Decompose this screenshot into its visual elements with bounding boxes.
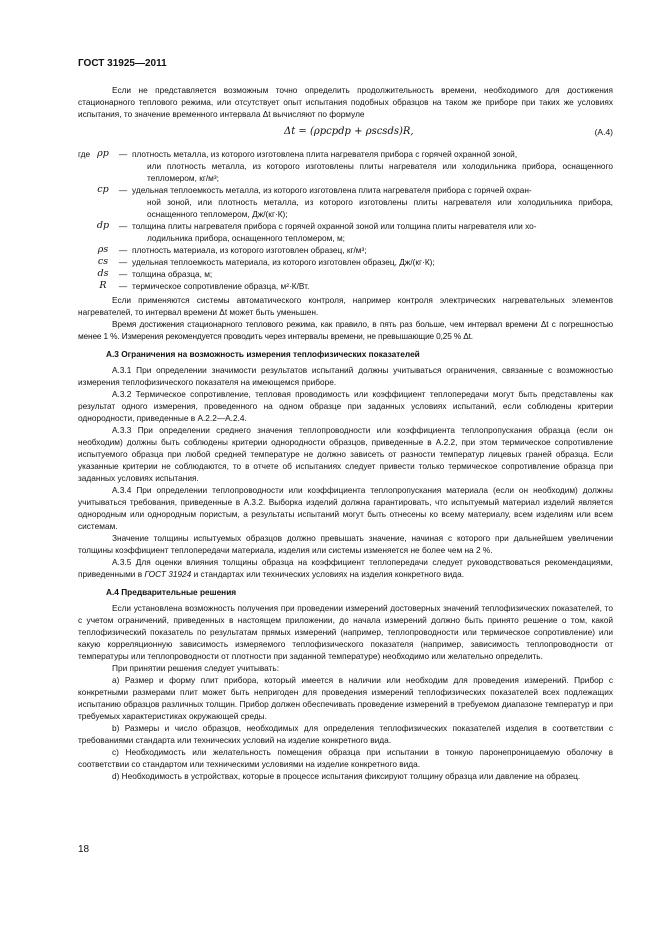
clause-a3-2: А.3.2 Термическое сопротивление, тепловая проводимость или коэффициент теплопередачи могут быть представлены как результат одного измерения, проведенного на одном образце при заданных условиях испытаний, если соблюдены критерии однородности, приведенные в А.2.2—А.2.4.: [78, 389, 613, 423]
section-heading-a3: А.3 Ограничения на возможность измерения теплофизических показателей: [106, 349, 420, 359]
definition-text: термическое сопротивление образца, м²·К/Вт.: [132, 281, 310, 291]
standard-reference: ГОСТ 31924: [144, 569, 192, 579]
definition-text: [132, 220, 613, 244]
definition-item: [78, 268, 613, 280]
definition-item: [78, 220, 613, 244]
definition-dash: —: [118, 149, 128, 159]
clause-a4-item-b: b) Размеры и число образцов, необходимых для определения теплофизических показателей изделия в соответствии с требованиями стандарта или технических условий на изделие конкретного вида.: [78, 723, 613, 745]
definition-dash: —: [118, 257, 128, 267]
paragraph-auto-control: Если применяются системы автоматического контроля, например контроля электрических нагревательных элементов нагревателей, то интервал времени Δt может быть уменьшен.: [78, 295, 613, 317]
definition-continuation: лодильника прибора, оснащенного тепломером, м;: [147, 233, 345, 243]
clause-a4-item-c: c) Необходимость или желательность помещения образца при испытании в тонкую паронепроницаемую оболочку в соответствии со стандартом или техническими условиями на изделие конкретного вида.: [78, 747, 613, 769]
definition-item: [78, 184, 613, 220]
definition-item: [78, 244, 613, 256]
definition-symbol: ρp: [97, 148, 109, 159]
formula-number: (А.4): [594, 127, 613, 137]
document-header: ГОСТ 31925—2011: [78, 58, 167, 69]
clause-a3-5-text: А.3.5 Для оценки влияния толщины образца на коэффициент теплопередачи следует руководствоваться рекомендациями, приведенными в: [78, 557, 613, 579]
definition-dash: —: [118, 269, 128, 279]
formula-expression: Δt = (ρpcpdp + ρscsds)R,: [284, 126, 414, 137]
definition-dash: —: [118, 245, 128, 255]
definition-symbol: ρs: [97, 244, 109, 255]
definition-item: [78, 280, 613, 292]
clause-a3-4: А.3.4 При определении теплопроводности или коэффициента теплопропускания материала (если он необходим) должны учитываться требования, приведенные в А.3.2. Выборка изделий должна гарантировать, что испытуемый материал изделий является однородным или однородным пористым, а результаты испытаний могут быть отнесены ко всему материалу, всем изделиям или всем системам.: [78, 485, 613, 531]
clause-a3-4-thickness: Значение толщины испытуемых образцов должно превышать значение, начиная с которого при дальнейшем увеличении толщины коэффициент теплопередачи материала, изделия или системы изменяется не более чем на 2 %.: [78, 533, 613, 555]
definition-item: [78, 148, 613, 184]
definition-dash: —: [118, 221, 128, 231]
page-number: 18: [78, 844, 90, 855]
definition-text: плотность материала, из которого изготовлен образец, кг/м³;: [132, 245, 367, 255]
definition-symbol: ds: [97, 268, 109, 279]
definitions-list: [78, 148, 613, 292]
clause-a4-item-a: a) Размер и форму плит прибора, который имеется в наличии или необходим для проведения измерений. Прибор с конкретными размерами плит может быть непригоден для проведения измерений теплофизических показателей всех подлежащих испытанию образцов различных толщин. Прибор должен обеспечивать проведение измерений в требуемом диапазоне температур и при требуемых характеристиках окружающей среды.: [78, 675, 613, 721]
definition-item: [78, 256, 613, 268]
clause-a3-1: А.3.1 При определении значимости результатов испытаний должны учитываться ограничения, связанные с возможностью измерения теплофизического показателя на имеющемся приборе.: [78, 365, 613, 387]
definition-text: [132, 148, 613, 184]
section-heading-a4: А.4 Предварительные решения: [106, 587, 237, 597]
formula-a4: [78, 126, 613, 138]
clause-a3-3: А.3.3 При определении среднего значения теплопроводности или коэффициента теплопропускания образца (если он необходим) должны быть соблюдены критерии однородности образцов, приведенные в А.2.2, при этом термическое сопротивление испытуемого образца при любой средней температуре не должно зависеть от разности температур лицевых граней образца. Если указанные критерии не соблюдаются, то в отчете об испытаниях следует привести только термическое сопротивление образца при заданных условиях испытания.: [78, 425, 613, 483]
clause-a3-5-text-end: и стандартах или технических условиях на изделия конкретного вида.: [191, 569, 464, 579]
definition-continuation: ной зоной, или плотность металла, из которого изготовлены плиты нагревателя или холодильника прибора, оснащенного тепломером, Дж/(кг·К);: [147, 197, 613, 219]
definition-symbol: dp: [96, 220, 110, 231]
where-label: где: [78, 149, 91, 159]
definition-symbol: cp: [97, 184, 109, 195]
definition-line: удельная теплоемкость металла, из которого изготовлена плита нагревателя прибора с горячей охран-: [132, 185, 532, 195]
definition-symbol: cs: [97, 256, 109, 267]
definition-text: толщина образца, м;: [132, 269, 213, 279]
definition-line: толщина плиты нагревателя прибора с горячей охранной зоной или толщина плиты нагревателя или хо-: [132, 221, 537, 231]
paragraph-time: Время достижения стационарного теплового режима, как правило, в пять раз больше, чем интервал времени Δt с погрешностью менее 1 %. Измерения рекомендуется проводить через интервалы времени, не превышающие 0,25 % Δt.: [78, 319, 613, 341]
definition-dash: —: [118, 281, 128, 291]
definition-dash: —: [118, 185, 128, 195]
definition-text: [132, 184, 613, 220]
intro-paragraph: Если не представляется возможным точно определить продолжительность времени, необходимого для достижения стационарного теплового режима, или отсутствует опыт испытания подобных образцов на таком же приборе при таких же условиях испытания, то значение временного интервала Δt вычисляют по формуле: [78, 85, 613, 119]
clause-a4-intro: Если установлена возможность получения при проведении измерений достоверных значений теплофизических показателей, то с учетом ограничений, приведенных в настоящем приложении, до начала измерений должно быть принято решение о том, какой теплофизический показатель по результатам прямых измерений (например, теплопроводности или термическое сопротивление) или какую корреляционную зависимость измеряемого теплофизического показателя (например, зависимость теплопроводности от температуры или теплопроводности от плотности при заданной температуре) необходимо или желательно определить.: [78, 603, 613, 661]
definition-line: плотность металла, из которого изготовлена плита нагревателя прибора с горячей охранной зоной,: [132, 149, 518, 159]
definition-symbol: R: [99, 280, 107, 291]
clause-a4-item-d: d) Необходимость в устройствах, которые в процессе испытания фиксируют толщину образца или давление на образец.: [112, 771, 581, 781]
clause-a3-5: [78, 556, 613, 580]
definition-continuation: или плотность металла, из которого изготовлены плиты нагревателя или холодильника прибора, оснащенного тепломером, кг/м³;: [147, 161, 613, 183]
clause-a4-consider: При принятии решения следует учитывать:: [112, 663, 280, 673]
definition-text: удельная теплоемкость материала, из которого изготовлен образец, Дж/(кг·К);: [132, 257, 435, 267]
